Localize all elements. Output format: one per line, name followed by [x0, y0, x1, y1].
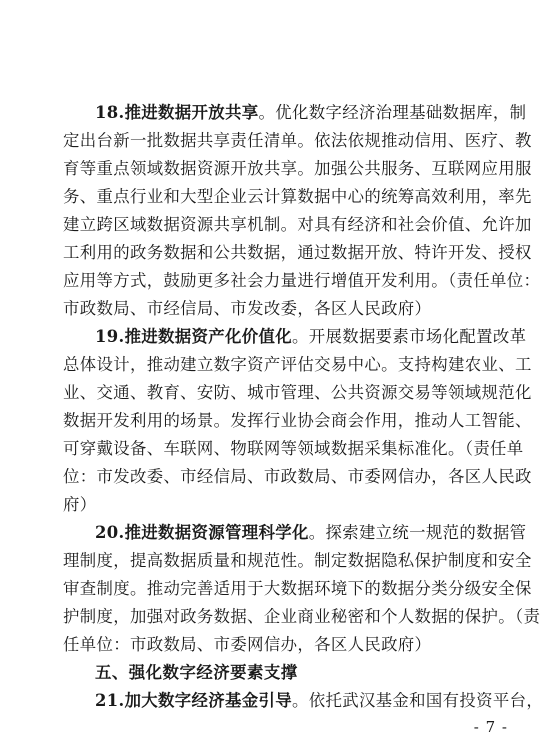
- paragraph-19-line-5: 可穿戴设备、车联网、物联网等领域数据采集标准化。（责任单: [63, 439, 524, 458]
- paragraph-19-line-3: 业、交通、教育、安防、城市管理、公共资源交易等领域规范化: [63, 383, 532, 402]
- paragraph-20-line-2: 理制度，提高数据质量和规范性。制定数据隐私保护制度和安全: [63, 551, 532, 570]
- item-19-title: 19.推进数据资产化价值化: [95, 327, 292, 346]
- paragraph-18-line-7: 应用等方式，鼓励更多社会力量进行增值开发利用。（责任单位：: [63, 271, 541, 290]
- paragraph-18-line-4: 务、重点行业和大型企业云计算数据中心的统筹高效利用，率先: [63, 187, 532, 206]
- paragraph-20-line-5: 任单位：市政数局、市委网信办，各区人民政府）: [63, 635, 432, 654]
- paragraph-18-line-3: 育等重点领域数据资源开放共享。加强公共服务、互联网应用服: [63, 159, 532, 178]
- paragraph-19-line-1: 19.推进数据资产化价值化。开展数据要素市场化配置改革: [95, 327, 527, 346]
- paragraph-19-line-6: 位：市发改委、市经信局、市政数局、市委网信办，各区人民政: [63, 467, 532, 486]
- paragraph-19-line-4: 数据开发利用的场景。发挥行业协会商会作用，推动人工智能、: [63, 411, 532, 430]
- paragraph-20-line-3: 审查制度。推动完善适用于大数据环境下的数据分类分级安全保: [63, 579, 532, 598]
- paragraph-19-line-7: 府）: [63, 495, 97, 514]
- paragraph-18-line-6: 工利用的政务数据和公共数据，通过数据开放、特许开发、授权: [63, 243, 532, 262]
- paragraph-20-line-4: 护制度，加强对政务数据、企业商业秘密和个人数据的保护。（责: [63, 607, 541, 626]
- paragraph-21-line-1: 21.加大数字经济基金引导。依托武汉基金和国有投资平台，: [95, 691, 544, 710]
- item-21-title: 21.加大数字经济基金引导: [95, 691, 292, 710]
- paragraph-20-line-1: 20.推进数据资源管理科学化。探索建立统一规范的数据管: [95, 523, 527, 542]
- paragraph-18-line-1: 18.推进数据开放共享。优化数字经济治理基础数据库，制: [95, 103, 527, 122]
- paragraph-18-line-2: 定出台新一批数据共享责任清单。依法依规推动信用、医疗、教: [63, 131, 532, 150]
- paragraph-18-line-5: 建立跨区域数据资源共享机制。对具有经济和社会价值、允许加: [63, 215, 532, 234]
- paragraph-18-line-8: 市政数局、市经信局、市发改委，各区人民政府）: [63, 299, 432, 318]
- page-number: - 7 -: [473, 718, 508, 736]
- item-20-title: 20.推进数据资源管理科学化: [95, 523, 309, 542]
- section-heading: 五、强化数字经济要素支撑: [95, 663, 298, 682]
- paragraph-19-line-2: 总体设计，推动建立数字资产评估交易中心。支持构建农业、工: [63, 355, 532, 374]
- item-18-title: 18.推进数据开放共享: [95, 103, 259, 122]
